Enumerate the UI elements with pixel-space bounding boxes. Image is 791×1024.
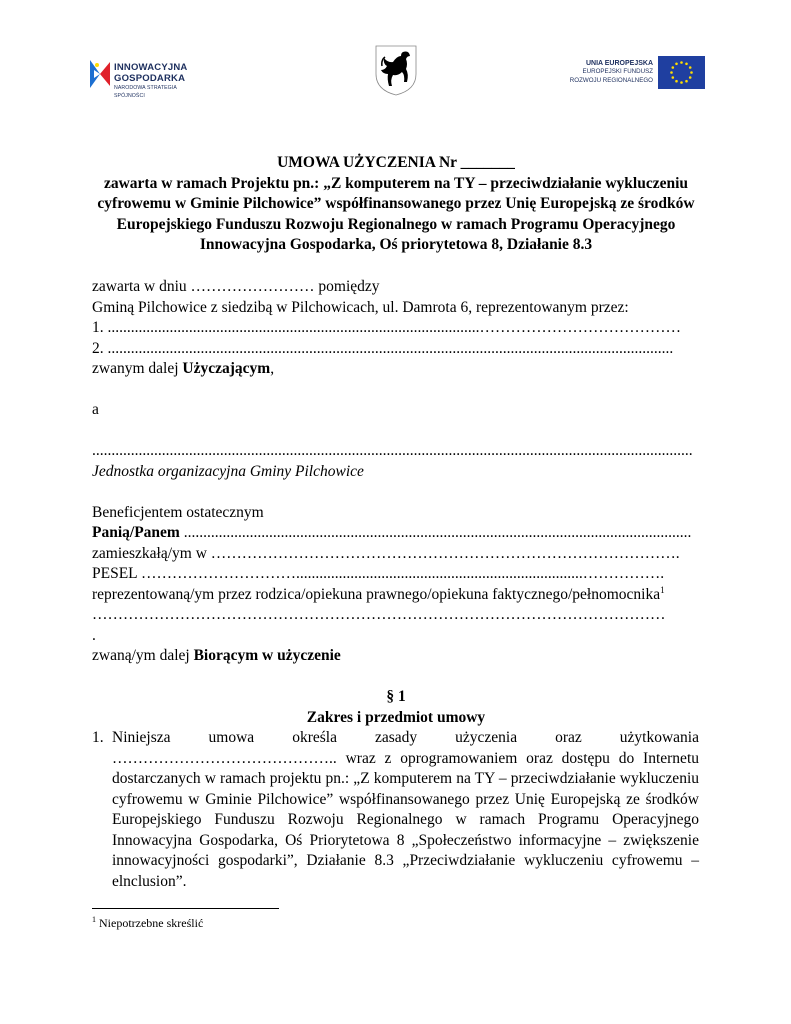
pilchowice-horse-crest-icon xyxy=(373,44,419,96)
lender-term: Użyczającym xyxy=(182,360,271,377)
title-line-3: cyfrowemu w Gminie Pilchowice” współfinansowanego przez Unię Europejską ze środków xyxy=(97,195,695,212)
footnote xyxy=(92,915,203,931)
pani-panem-term: Panią/Panem xyxy=(92,524,180,541)
footnote-separator xyxy=(92,908,279,909)
called-borrower-prefix: zwaną/ym dalej xyxy=(92,647,194,664)
title-line-2: zawarta w ramach Projektu pn.: „Z komputerem na TY – przeciwdziałanie wykluczeniu xyxy=(103,174,689,192)
eu-logo-line3: ROZWOJU REGIONALNEGO xyxy=(569,76,653,84)
gmina-line: Gminą Pilchowice z siedzibą w Pilchowicach, ul. Damrota 6, reprezentowanym przez: xyxy=(92,298,629,316)
eu-flag-icon xyxy=(658,56,705,89)
ig-star-mark-icon xyxy=(86,56,112,92)
beneficiary-line: Beneficjentem ostatecznym xyxy=(92,503,264,521)
eu-logo-line2: EUROPEJSKI FUNDUSZ xyxy=(582,68,653,75)
called-borrower-line xyxy=(92,646,702,667)
section-1-heading xyxy=(92,687,700,728)
ig-logo-line1: INNOWACYJNA xyxy=(114,62,188,73)
called-lender-prefix: zwanym dalej xyxy=(92,360,183,377)
contract-title xyxy=(92,153,700,256)
title-line-1: UMOWA UŻYCZENIA Nr _______ xyxy=(277,154,515,171)
and-line: a xyxy=(92,401,99,418)
point-line-3: dostarczanych w ramach projektu pn.: „Z komputerem na TY – przeciwdziałanie wykluczeniu xyxy=(112,770,699,787)
representative-1: 1. ................................................................................................………………………………… xyxy=(92,319,681,336)
dot-line: . xyxy=(92,626,96,644)
point-line-6: Innowacyjna Gospodarka, Oś Priorytetowa 8 „Społeczeństwo informacyjne – zwiększenie xyxy=(112,831,699,849)
point-line-8: elnclusion”. xyxy=(112,872,187,890)
date-line: zawarta w dniu …………………… pomiędzy xyxy=(92,278,380,295)
representative-2: 2. .................................................................................................................................................. xyxy=(92,339,674,357)
ig-logo-line3: NARODOWA STRATEGIA SPÓJNOŚCI xyxy=(114,85,177,99)
footnote-reference: 1 xyxy=(660,584,665,595)
pani-panem-dots: ................................................................................................................................... xyxy=(179,524,692,541)
called-lender-suffix: , xyxy=(270,360,275,377)
section-title: Zakres i przedmiot umowy xyxy=(306,708,486,726)
contract-parties xyxy=(92,277,702,667)
title-line-5: Innowacyjna Gospodarka, Oś priorytetowa 8, Działanie 8.3 xyxy=(199,236,593,253)
point-line-2: …………………………………….. wraz z oprogramowaniem oraz dostępu do Internetu xyxy=(112,749,699,767)
point-line-5: Europejskiego Funduszu Rozwoju Regionalnego w ramach Programu Operacyjnego xyxy=(112,811,699,828)
pesel-line: PESEL …………………………..........................................................................……………. xyxy=(92,565,665,582)
point-number: 1. xyxy=(92,729,104,746)
innowacyjna-gospodarka-logo xyxy=(86,56,206,99)
eu-logo-text xyxy=(570,59,653,85)
title-line-4: Europejskiego Funduszu Rozwoju Regionalnego w ramach Programu Operacyjnego xyxy=(116,215,676,233)
dots-line: ………………………………………………………………………………………………… xyxy=(92,606,666,623)
ig-logo-line2: GOSPODARKA xyxy=(114,73,186,84)
represented-text: reprezentowaną/ym przez rodzica/opiekuna prawnego/opiekuna faktycznego/pełnomocnika xyxy=(92,585,661,603)
borrower-term: Biorącym w użyczenie xyxy=(193,647,341,664)
section-1-point-1 xyxy=(92,728,699,892)
pani-panem-line xyxy=(92,523,702,544)
point-line-4: cyfrowemu w Gminie Pilchowice” współfinansowanego przez Unię Europejską ze środków xyxy=(112,790,699,808)
unit-dots-line: ........................................................................................................................................................... xyxy=(92,442,693,459)
point-line-1: Niniejsza umowa określa zasady użyczenia oraz użytkowania xyxy=(112,729,699,746)
unit-label: Jednostka organizacyjna Gminy Pilchowice xyxy=(92,462,364,480)
eu-logo xyxy=(560,56,705,90)
footnote-text: Niepotrzebne skreślić xyxy=(96,916,204,930)
represented-line xyxy=(92,585,702,606)
footnote-number: 1 xyxy=(92,915,96,924)
called-lender-line xyxy=(92,359,702,380)
eu-logo-line1: UNIA EUROPEJSKA xyxy=(585,60,653,67)
point-text xyxy=(112,728,699,892)
point-line-7: innowacyjności gospodarki”, Działanie 8.3 „Przeciwdziałanie wykluczeniu cyfrowemu – xyxy=(112,852,699,869)
address-line: zamieszkałą/ym w ………………………………………………………………………………. xyxy=(92,544,680,562)
ig-logo-text xyxy=(114,62,206,100)
section-symbol: § 1 xyxy=(386,688,406,705)
